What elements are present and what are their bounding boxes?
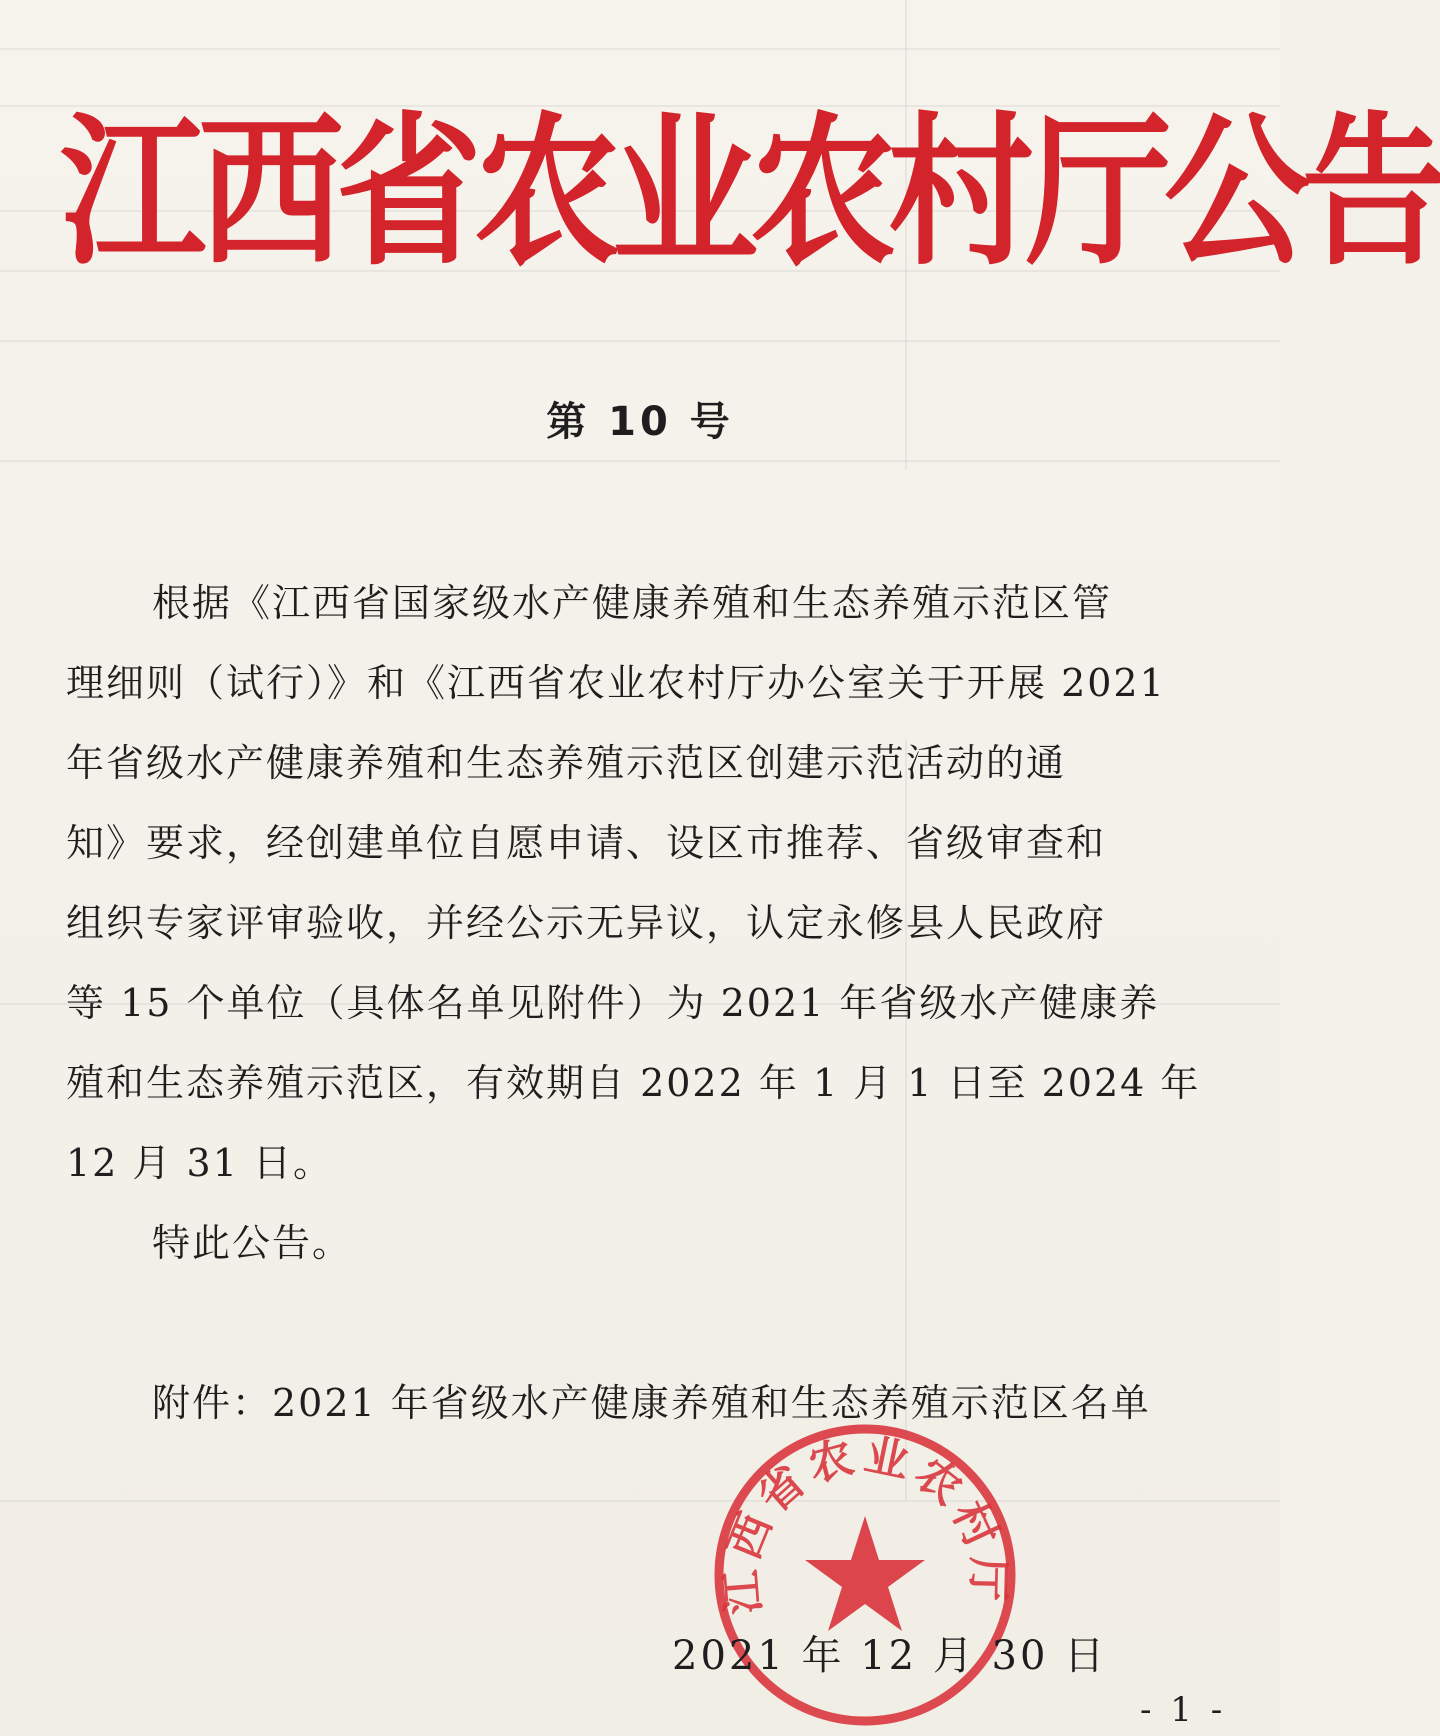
body-line: 12 月 31 日。	[66, 1141, 333, 1185]
issue-date: 2021 年 12 月 30 日	[672, 1633, 1108, 1679]
body-line: 殖和生态养殖示范区，有效期自 2022 年 1 月 1 日至 2024 年	[66, 1061, 1201, 1105]
body-line: 理细则（试行）》和《江西省农业农村厅办公室关于开展 2021	[66, 661, 1166, 705]
show-through-line	[0, 340, 1280, 342]
seal-text: 江西省农业农村厅	[715, 1429, 1014, 1616]
star-icon	[805, 1516, 925, 1631]
document-title: 江西省农业农村厅公告	[60, 96, 1440, 288]
body-line: 组织专家评审验收，并经公示无异议，认定永修县人民政府	[66, 901, 1107, 945]
show-through-line	[0, 460, 1280, 462]
body-line: 知》要求，经创建单位自愿申请、设区市推荐、省级审查和	[66, 821, 1107, 865]
body-line: 年省级水产健康养殖和生态养殖示范区创建示范活动的通	[66, 741, 1067, 785]
show-through-line	[0, 48, 1280, 50]
page-number: - 1 -	[1140, 1690, 1227, 1730]
closing-statement: 特此公告。	[152, 1221, 353, 1265]
body-line: 根据《江西省国家级水产健康养殖和生态养殖示范区管	[152, 581, 1113, 625]
attachment-line: 附件：2021 年省级水产健康养殖和生态养殖示范区名单	[152, 1381, 1151, 1425]
body-line: 等 15 个单位（具体名单见附件）为 2021 年省级水产健康养	[66, 981, 1160, 1025]
official-seal	[710, 1420, 1020, 1730]
document-number: 第 10 号	[546, 399, 734, 445]
show-through-line	[0, 1500, 1280, 1502]
